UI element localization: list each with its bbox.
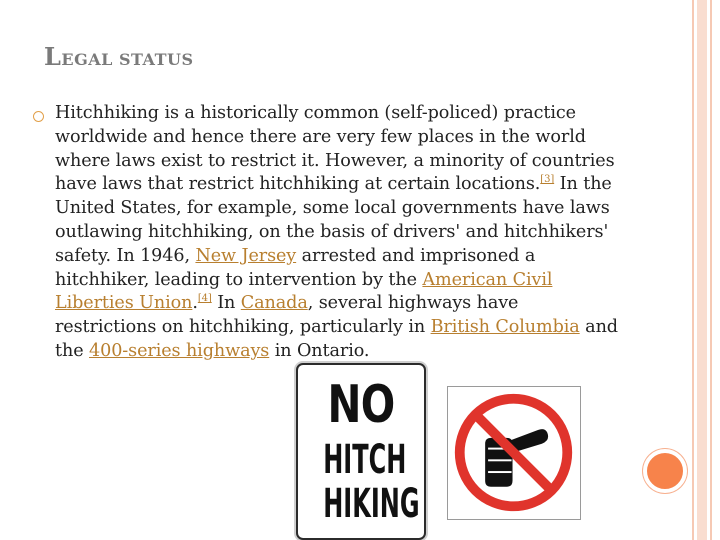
paragraph-text: and bbox=[579, 317, 618, 338]
body-paragraph bbox=[55, 102, 715, 364]
wiki-link[interactable]: American Civil bbox=[422, 269, 553, 290]
paragraph-line bbox=[55, 269, 715, 293]
paragraph-text: the bbox=[55, 340, 90, 361]
paragraph-text: Hitchhiking is a historically common (self-policed) practice bbox=[55, 103, 576, 123]
wiki-link[interactable]: British Columbia bbox=[430, 317, 580, 338]
paragraph-text: where laws exist to restrict it. However, a minority of countries bbox=[55, 150, 615, 171]
no-hitchhiking-sign-image bbox=[296, 363, 426, 540]
paragraph-text: . bbox=[192, 293, 198, 314]
sign-word-hiking: HIKING bbox=[323, 481, 420, 527]
paragraph-line bbox=[55, 221, 715, 245]
paragraph-text: have laws that restrict hitchhiking at certain locations. bbox=[55, 174, 541, 195]
wiki-link[interactable]: Canada bbox=[240, 293, 308, 314]
paragraph-line bbox=[55, 150, 715, 174]
paragraph-text: In the bbox=[554, 174, 612, 195]
paragraph-text: outlawing hitchhiking, on the basis of drivers' and hitchhikers' bbox=[55, 221, 609, 242]
paragraph-line bbox=[55, 173, 715, 197]
paragraph-text: worldwide and hence there are very few places in the world bbox=[55, 126, 586, 147]
citation-link[interactable]: [3] bbox=[540, 174, 555, 186]
paragraph-line bbox=[55, 126, 715, 150]
paragraph-text: safety. In 1946, bbox=[55, 245, 196, 266]
paragraph-text: in Ontario. bbox=[269, 340, 370, 361]
bullet-circle-icon bbox=[33, 111, 44, 122]
paragraph-line bbox=[55, 197, 715, 221]
paragraph-text: In bbox=[211, 293, 241, 314]
paragraph-text: , several highways have bbox=[307, 293, 519, 314]
no-hitchhiking-symbol-image bbox=[447, 386, 581, 520]
paragraph-line bbox=[55, 292, 715, 316]
paragraph-line bbox=[55, 245, 715, 269]
paragraph-line bbox=[55, 102, 715, 126]
sign-word-hitch: HITCH bbox=[323, 437, 407, 483]
paragraph-text: restrictions on hitchhiking, particularly in bbox=[55, 317, 431, 338]
slide-title bbox=[44, 42, 194, 71]
thumb-prohibited-icon bbox=[448, 387, 579, 518]
decorative-orange-circle bbox=[643, 449, 687, 493]
paragraph-text: arrested and imprisoned a bbox=[296, 245, 536, 266]
sign-word-no: NO bbox=[327, 375, 395, 435]
slide-title-initial: L bbox=[44, 42, 62, 71]
slide-title-rest: EGAL STATUS bbox=[61, 50, 194, 69]
paragraph-text: United States, for example, some local governments have laws bbox=[55, 198, 610, 219]
wiki-link[interactable]: 400-series highways bbox=[89, 340, 270, 361]
wiki-link[interactable]: Liberties Union bbox=[55, 293, 193, 314]
paragraph-text: hitchhiker, leading to intervention by the bbox=[55, 269, 423, 290]
citation-link[interactable]: [4] bbox=[197, 293, 212, 305]
wiki-link[interactable]: New Jersey bbox=[195, 245, 297, 266]
paragraph-line bbox=[55, 316, 715, 340]
paragraph-line bbox=[55, 340, 715, 364]
